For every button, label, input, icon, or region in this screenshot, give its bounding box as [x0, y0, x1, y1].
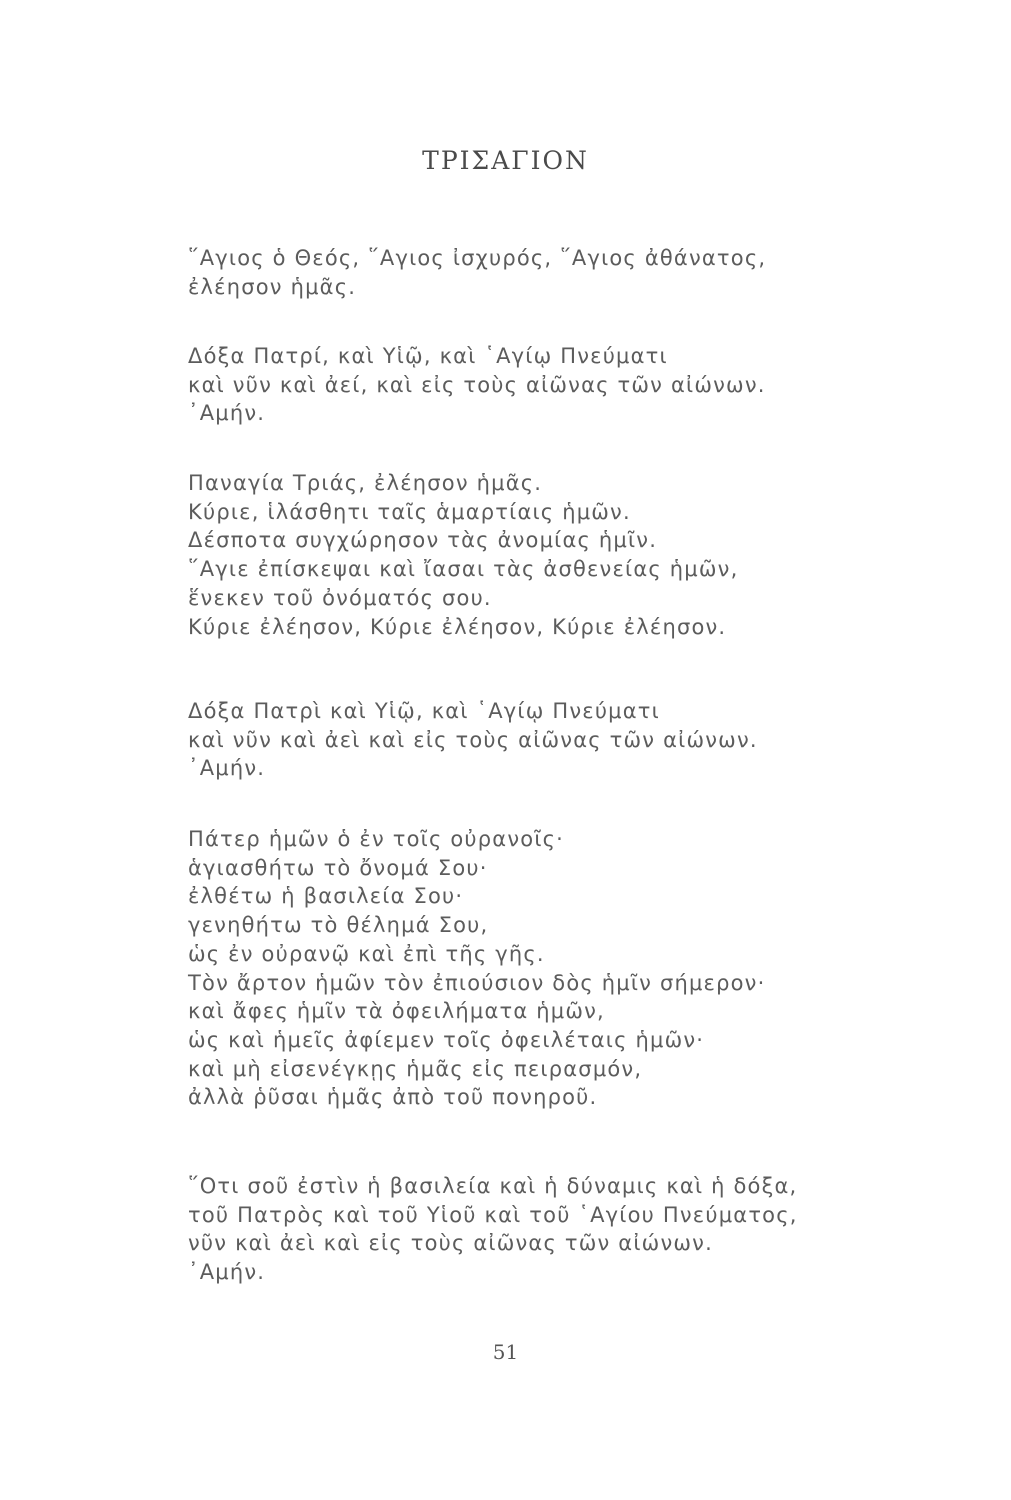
text-line: ὡς ἐν οὐρανῷ καὶ ἐπὶ τῆς γῆς. [188, 941, 545, 966]
text-line: Δόξα Πατρί, καὶ Υἱῷ, καὶ ῾Αγίῳ Πνεύματι [188, 344, 668, 368]
text-line: Πάτερ ἡμῶν ὁ ἐν τοῖς οὐρανοῖς· [188, 827, 565, 851]
text-line: καὶ νῦν καὶ ἀεὶ καὶ εἰς τοὺς αἰῶνας τῶν αἰώνων. [188, 727, 758, 752]
text-line: καὶ ἄφες ἡμῖν τὰ ὀφειλήματα ἡμῶν, [188, 999, 605, 1024]
text-line: νῦν καὶ ἀεὶ καὶ εἰς τοὺς αἰῶνας τῶν αἰώνων. [188, 1231, 713, 1256]
text-line: ῞Αγιε ἐπίσκεψαι καὶ ἴασαι τὰς ἀσθενείας ἡμῶν, [188, 557, 739, 582]
text-line: Κύριε ἐλέησον, Κύριε ἐλέησον, Κύριε ἐλέησον. [188, 614, 727, 639]
text-line: ῞Οτι σοῦ ἐστὶν ἡ βασιλεία καὶ ἡ δύναμις καὶ ἡ δόξα, [188, 1174, 798, 1198]
text-line: ἐλέησον ἡμᾶς. [188, 274, 357, 299]
stanza-closing-doxology [188, 1172, 828, 1287]
text-line: Κύριε, ἱλάσθητι ταῖς ἁμαρτίαις ἡμῶν. [188, 499, 631, 524]
stanza-lords-prayer [188, 825, 828, 1112]
stanza-doxology-1 [188, 342, 828, 428]
text-line: Δέσποτα συγχώρησον τὰς ἀνομίας ἡμῖν. [188, 528, 658, 553]
text-line: ἀλλὰ ῥῦσαι ἡμᾶς ἀπὸ τοῦ πονηροῦ. [188, 1085, 598, 1110]
text-line: ᾿Αμήν. [188, 756, 266, 781]
text-line: ἕνεκεν τοῦ ὀνόματός σου. [188, 585, 492, 610]
text-line: Δόξα Πατρὶ καὶ Υἱῷ, καὶ ῾Αγίῳ Πνεύματι [188, 699, 660, 723]
text-line: ἁγιασθήτω τὸ ὄνομά Σου· [188, 855, 488, 880]
text-line: ὡς καὶ ἡμεῖς ἀφίεμεν τοῖς ὀφειλέταις ἡμῶν· [188, 1027, 705, 1052]
text-line: Τὸν ἄρτον ἡμῶν τὸν ἐπιούσιον δὸς ἡμῖν σήμερον· [188, 970, 766, 995]
text-line: τοῦ Πατρὸς καὶ τοῦ Υἱοῦ καὶ τοῦ ῾Αγίου Πνεύματος, [188, 1202, 798, 1227]
text-line: καὶ μὴ εἰσενέγκῃς ἡμᾶς εἰς πειρασμόν, [188, 1056, 643, 1081]
page-title: ΤΡΙΣΑΓΙΟΝ [422, 146, 589, 175]
text-line: Παναγία Τριάς, ἐλέησον ἡμᾶς. [188, 471, 543, 495]
text-line: ᾿Αμήν. [188, 401, 266, 426]
text-line: ᾿Αμήν. [188, 1260, 266, 1285]
stanza-trisagion [188, 244, 828, 301]
text-line: ἐλθέτω ἡ βασιλεία Σου· [188, 884, 464, 909]
text-line: ῞Αγιος ὁ Θεός, ῞Αγιος ἰσχυρός, ῞Αγιος ἀθάνατος, [188, 246, 767, 270]
stanza-panagia-trias [188, 469, 828, 641]
stanza-doxology-2 [188, 697, 828, 783]
text-line: γενηθήτω τὸ θέλημά Σου, [188, 913, 489, 938]
page-number: 51 [492, 1340, 519, 1364]
text-line: καὶ νῦν καὶ ἀεί, καὶ εἰς τοὺς αἰῶνας τῶν αἰώνων. [188, 372, 766, 397]
